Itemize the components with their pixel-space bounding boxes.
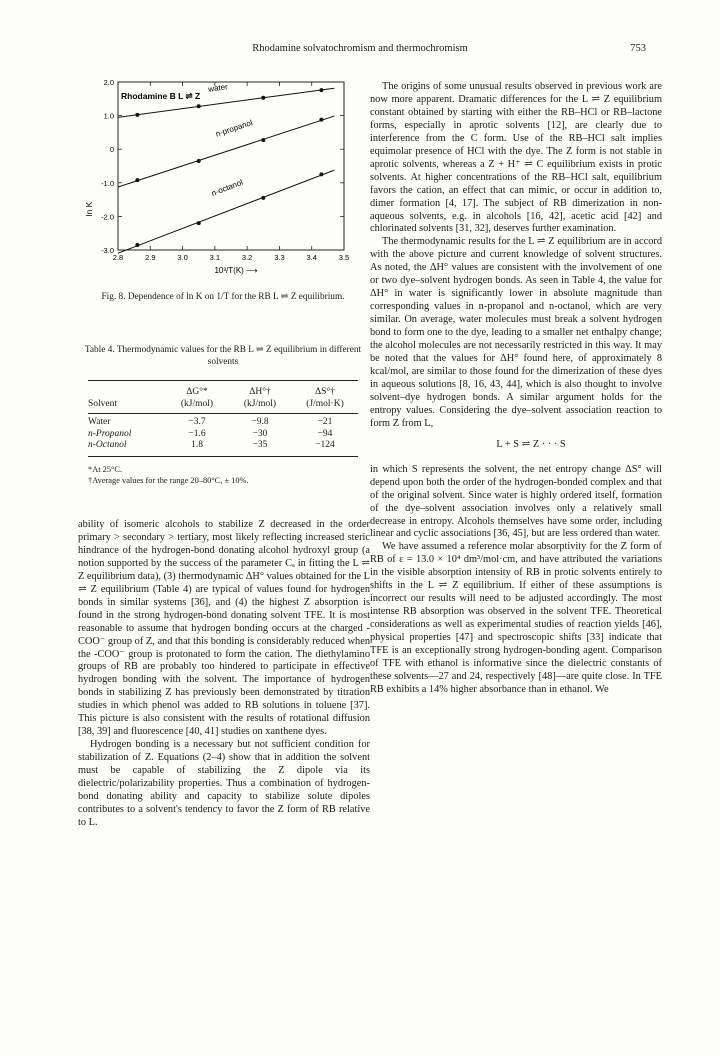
table-cell: Water [88, 417, 111, 427]
data-point-water [135, 113, 139, 117]
table-cell: −35 [252, 440, 268, 450]
x-tick-label: 2.8 [112, 253, 124, 262]
page-number: 753 [630, 43, 646, 54]
data-point-n-octanol [135, 243, 139, 247]
series-label: n-propanol [214, 118, 254, 139]
y-tick-label: -2.0 [101, 212, 114, 222]
y-tick-label: -1.0 [101, 178, 114, 188]
table-cell: n-Octanol [88, 440, 127, 450]
data-point-n-octanol [319, 172, 323, 176]
chart-y-axis-label: ln K [84, 201, 94, 217]
table-cell: 1.8 [191, 440, 203, 450]
x-tick-label: 3.1 [209, 253, 221, 262]
table-cell: −30 [252, 428, 268, 439]
data-point-n-propanol [261, 138, 265, 142]
plot-frame [118, 82, 344, 250]
table-header-top-row [88, 387, 358, 399]
table-footnotes [88, 464, 378, 486]
x-tick-label: 3.3 [274, 253, 285, 262]
table-cell: n-Propanol [88, 428, 132, 439]
table-row [88, 440, 358, 452]
chart-inset-title: Rhodamine B L ⇌ Z [121, 91, 201, 101]
x-tick-label: 3.5 [338, 253, 350, 262]
data-point-n-propanol [319, 118, 323, 122]
body-paragraph: We have assumed a reference molar absorptivity for the Z form of RB of ε = 13.0 × 10⁴ dm³/mol·cm, and have attributed the variations in the visible absorption intensity of RB in protic solvents entirely to shifts in the L ⇌ Z equilibrium. If either of these assumptions is incorrect our results will need to be adjusted accordingly. The most intense RB absorption was observed in the solvent TFE. Theoretical considerations as well as experimental studies of reaction yields [46], physical properties [47] and spectroscopic shifts [33] indicate that TFE is an exceptionally strong hydrogen-bonding agent. Comparison of TFE with ethanol is informative since the dielectric constants of these solvents—27 and 24, respectively [48]—are quite close. In TFE RB exhibits a 14% higher absorbance than in ethanol. We [370, 541, 662, 695]
table-cell: −94 [317, 428, 333, 439]
table-header-cell: (J/mol·K) [306, 398, 344, 409]
body-paragraph: in which S represents the solvent, the net entropy change ΔS° will depend upon both the order of the hydrogen-bonded complex and that of the original solvent. Since water is highly ordered itself, formation of the dye–solvent association involves only a relatively small decrease in entropy. Alcohols themselves have some order, including linear and cyclic associations [36, 45], but are less ordered than water. [370, 463, 662, 540]
data-point-n-propanol [135, 178, 139, 182]
data-point-n-propanol [197, 159, 201, 163]
footnote: †Average values for the range 20–80°C, ± 10%. [88, 476, 249, 485]
body-paragraph: The origins of some unusual results observed in previous work are now more apparent. Dramatic differences for the L ⇌ Z equilibrium constant obtained by starting with either the RB–HCl or RB–lactone forms, especially in aprotic solvents [12], are clearly due to interference from the C form. Use of the RB–HCl salt implies equimolar presence of HCl with the dye. The Z form is not stable in aprotic solvents, whereas a Z + H⁺ ⇌ C equilibrium exists in protic solvents. At higher concentrations of the RB–HCl salt, equilibrium favors the cation, an effect that can mimic, or occur in addition to, dimer formation [4, 17]. The subject of RB dimerization in non-aqueous solvents, e.g. in alcohols [16, 42], acetic acid [42] and chlorinated solvents [31, 32], deserves further examination. [370, 81, 662, 235]
body-paragraph: ability of isomeric alcohols to stabilize Z decreased in the order primary > secondary > tertiary, most likely reflecting increased steric hindrance of the hydrogen-bond donating alcohol hydroxyl group (a notion supported by the success of the parameter Cₐ in fitting the L ⇌ Z equilibrium data), (3) thermodynamic ΔH° values obtained for the L ⇌ Z equilibrium (Table 4) are typical of values found for hydrogen bonds in similar systems [36], and (4) the highest Z absorption is found in the strong hydrogen-bond donating solvent TFE. It is most reasonable to assume that hydrogen bonding occurs at the charged -COO⁻ group of Z, and that this bonding is considerably reduced when the -COO⁻ group is protonated to form the cation. The diethylamino groups of RB are probably too hindered to participate in effective hydrogen bonding with the solvent. The importance of hydrogen bonds in stabilizing Z has previously been demonstrated by titration studies in which phenol was added to RB solutions in toluene [37]. This picture is also consistent with the results of rotational diffusion [38, 39] and fluorescence [40, 41] studies on xanthene dyes. [78, 519, 370, 738]
table-header-cell: (kJ/mol) [243, 398, 277, 409]
y-tick-label: -3.0 [101, 246, 114, 255]
y-tick-label: 2.0 [103, 78, 114, 87]
y-tick-label: 0 [109, 145, 114, 155]
chart-x-axis-label: 10³/T(K) ⟶ [214, 266, 258, 275]
equation: L + S ⇌ Z · · · S [496, 438, 566, 450]
chart-series [118, 82, 334, 253]
body-paragraph: The thermodynamic results for the L ⇌ Z equilibrium are in accord with the above picture and current knowledge of solvent structures. As noted, the ΔH° values are consistent with the involvement of one or two dye–solvent hydrogen bonds. As seen in Table 4, the value for ΔH° in water is significantly lower in absolute magnitude than corresponding values in n-propanol and n-octanol, which are very similar. On average, water molecules must break a solvent hydrogen bond to form one to the dye, leading to a smaller net enthalpy change; the alcohol molecules are not necessarily restricted in this way. It may be noted that the values for ΔH° found here, of approximately 8 kcal/mol, are similar to those found for the dimerization of these dyes in aqueous solutions [8, 16, 43, 44], which is also thought to involve solvent–dye hydrogen bonds. A similar argument holds for the entropy values. Considering the dye–solvent association reaction to form Z from L, [370, 236, 662, 429]
left-text-column [78, 519, 370, 830]
series-label: n-octanol [210, 177, 245, 198]
data-point-n-octanol [261, 196, 265, 200]
table-top-rule [88, 380, 358, 381]
table-mid-rule [88, 413, 358, 414]
data-point-n-octanol [197, 221, 201, 225]
table-caption: Table 4. Thermodynamic values for the RB L ⇌ Z equilibrium in different solvents [84, 345, 362, 367]
table-cell: −21 [317, 417, 333, 427]
series-label: water [207, 82, 229, 94]
thermodynamic-table [88, 380, 358, 457]
table-cell: −3.7 [188, 417, 206, 427]
table-row [88, 417, 358, 429]
footnote: *At 25°C. [88, 465, 123, 474]
table-header-cell: ΔH°† [249, 387, 271, 397]
table-row [88, 429, 358, 441]
x-tick-label: 3.4 [306, 253, 317, 262]
body-paragraph: Hydrogen bonding is a necessary but not sufficient condition for stabilization of Z. Equations (2–4) show that in addition the solvent must be capable of stabilizing the Z dipole via its dielectric/polarizability properties. Thus a combination of hydrogen-bond donating ability and capacity to stabilize solute dipoles contributes to a solvent's tendency to favor the Z form of RB relative to L. [78, 739, 370, 828]
table-header-cell: Solvent [88, 398, 118, 409]
x-tick-label: 3.0 [177, 253, 188, 262]
data-point-water [261, 96, 265, 100]
running-title: Rhodamine solvatochromism and thermochromism [252, 43, 468, 54]
table-header-cell: ΔS°† [315, 387, 335, 397]
figure-caption: Fig. 8. Dependence of ln K on 1/T for the RB L ⇌ Z equilibrium. [101, 292, 345, 302]
table-header-cell [88, 387, 166, 399]
right-text-column [370, 81, 662, 697]
table-cell: −9.8 [251, 417, 269, 427]
table-header-bottom-row [88, 399, 358, 411]
table-header-cell: ΔG°* [186, 387, 208, 397]
figure-8-chart [78, 74, 358, 274]
table-cell: −1.6 [188, 428, 206, 439]
table-cell: −124 [315, 440, 335, 450]
x-tick-label: 2.9 [145, 253, 156, 262]
data-point-water [319, 88, 323, 92]
chart-axes [118, 82, 344, 250]
table-header-cell: (kJ/mol) [180, 398, 214, 409]
x-tick-label: 3.2 [241, 253, 253, 262]
data-point-water [197, 104, 201, 108]
y-tick-label: 1.0 [103, 111, 114, 121]
chart-ticks [101, 78, 349, 262]
table-bottom-rule [88, 456, 358, 457]
